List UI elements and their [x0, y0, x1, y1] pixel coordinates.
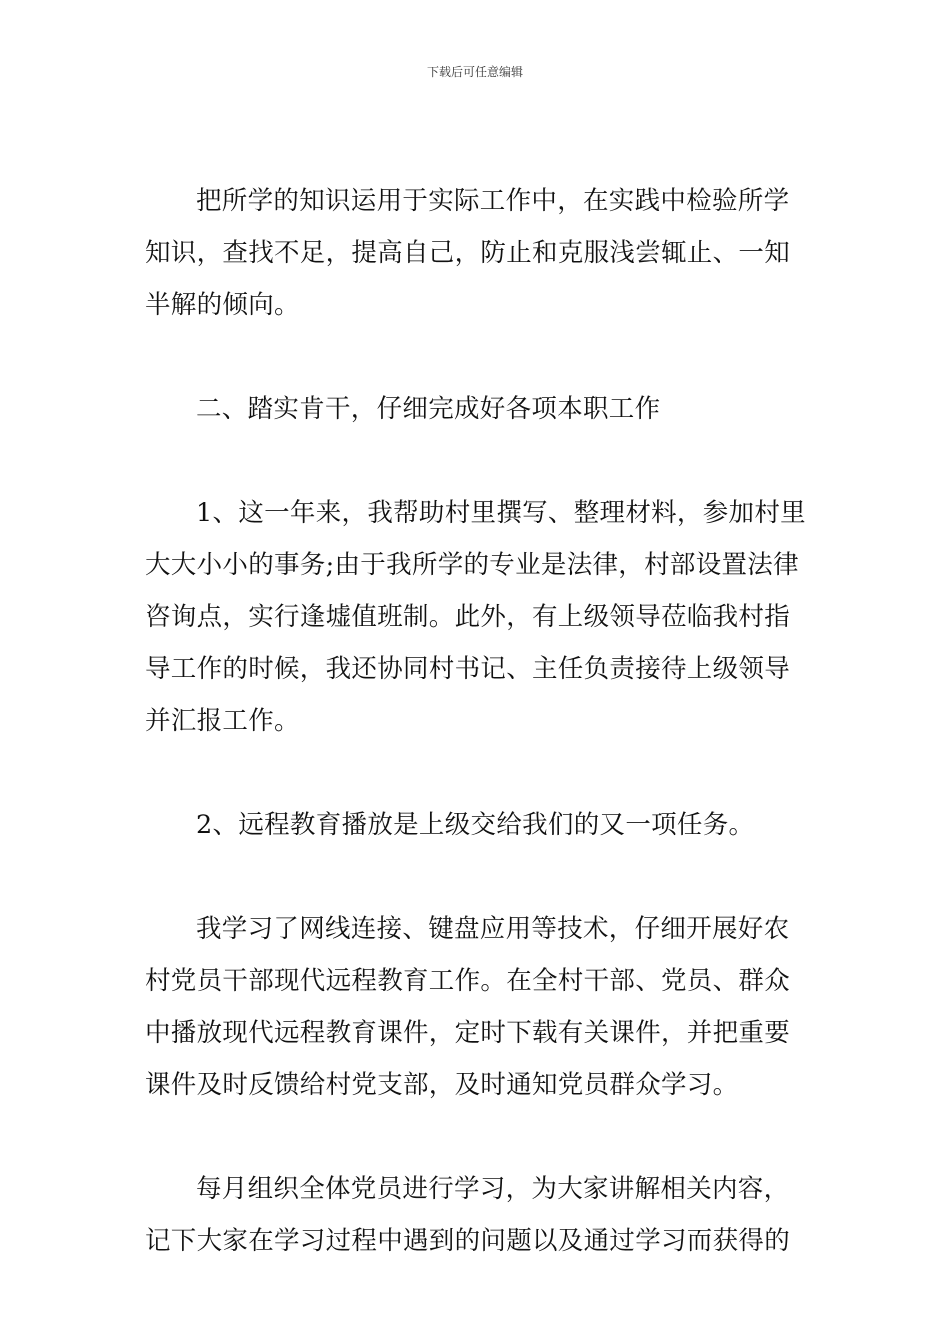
paragraph-gap: [145, 435, 815, 487]
paragraph-gap: [145, 851, 815, 903]
line: 大大小小的事务;由于我所学的专业是法律，村部设置法律: [145, 550, 799, 580]
paragraph-monthly-study: [145, 1163, 815, 1267]
paragraph-item-2: [145, 799, 815, 851]
line: 导工作的时候，我还协同村书记、主任负责接待上级领导: [145, 654, 791, 684]
paragraph-remote-education: [145, 903, 815, 1111]
line: 把所学的知识运用于实际工作中，在实践中检验所学: [196, 186, 790, 216]
paragraph-gap: [145, 331, 815, 383]
paragraph-gap: [145, 747, 815, 799]
section-heading: [145, 383, 815, 435]
paragraph-practice: [145, 175, 815, 331]
line: 半解的倾向。: [145, 290, 300, 320]
line: 村党员干部现代远程教育工作。在全村干部、党员、群众: [145, 966, 791, 996]
paragraph-item-1: [145, 487, 815, 747]
document-body: [145, 175, 815, 1267]
line: 2、远程教育播放是上级交给我们的又一项任务。: [196, 810, 755, 840]
line: 二、踏实肯干，仔细完成好各项本职工作: [196, 394, 661, 424]
line: 知识，查找不足，提高自己，防止和克服浅尝辄止、一知: [145, 238, 791, 268]
line: 中播放现代远程教育课件，定时下载有关课件，并把重要: [145, 1018, 791, 1048]
line: 我学习了网线连接、键盘应用等技术，仔细开展好农: [196, 914, 790, 944]
line: 咨询点，实行逢墟值班制。此外，有上级领导莅临我村指: [145, 602, 791, 632]
line: 1、这一年来，我帮助村里撰写、整理材料，参加村里: [196, 498, 806, 528]
page-header: 下载后可任意编辑: [426, 65, 523, 79]
line: 课件及时反馈给村党支部，及时通知党员群众学习。: [145, 1070, 739, 1100]
line: 并汇报工作。: [145, 706, 300, 736]
line: 记下大家在学习过程中遇到的问题以及通过学习而获得的: [145, 1226, 791, 1256]
line: 每月组织全体党员进行学习，为大家讲解相关内容，: [196, 1174, 790, 1204]
paragraph-gap: [145, 1111, 815, 1163]
